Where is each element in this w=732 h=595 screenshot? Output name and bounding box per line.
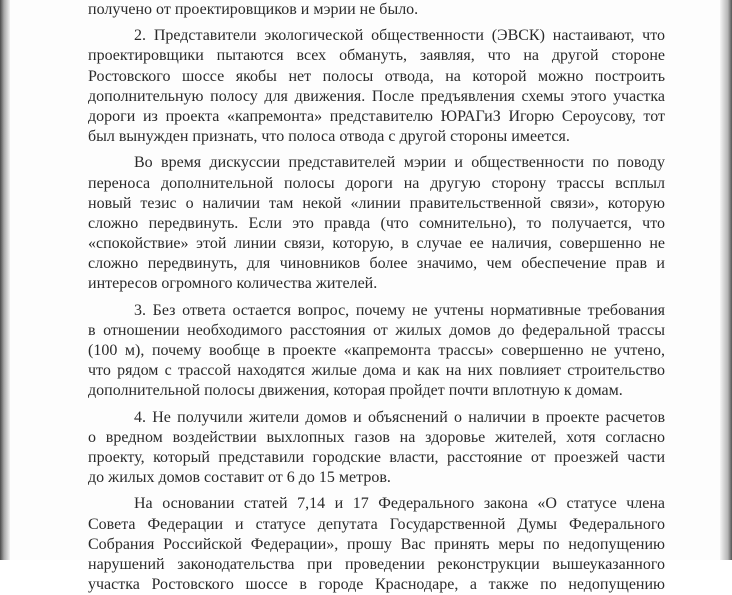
text-line: участка Ростовского шоссе в городе Краснодаре, а также по недопущению: [88, 576, 665, 594]
text-line: новый тезис о наличии там некой «линии правительственной связи», которую: [88, 194, 665, 212]
text-line: что рядом с трассой находятся жилые дома и как на них повлияет строительство: [88, 362, 665, 380]
document-body: [88, 0, 665, 595]
text-line: 3. Без ответа остается вопрос, почему не учтены нормативные требования: [134, 301, 665, 319]
text-line: до жилых домов составит от 6 до 15 метров.: [88, 469, 391, 487]
text-line: проектировщики пытаются всех обмануть, заявляя, что на другой стороне: [88, 47, 665, 65]
text-line: нарушений законодательства при проведении реконструкции вышеуказанного: [88, 555, 665, 573]
scan-shadow-left: [0, 0, 10, 560]
text-line: сложно передвинуть, для чиновников более значимо, чем обеспечение прав и: [88, 255, 665, 273]
text-line: (100 м), почему вообще в проекте «капремонта трассы» совершенно не учтено,: [88, 342, 665, 359]
text-line: На основании статей 7,14 и 17 Федерального закона «О статусе члена: [134, 495, 665, 513]
text-line: о вредном воздействии выхлопных газов на здоровье жителей, хотя согласно: [88, 428, 665, 446]
text-line: дороги из проекта «капремонта» представителю ЮРАГиЗ Игорю Сероусову, тот: [88, 107, 665, 125]
text-line: дополнительную полосу для движения. После предъявления схемы этого участка: [88, 87, 665, 105]
text-line: интересов огромного количества жителей.: [88, 275, 378, 293]
text-line: проекту, который представили городские власти, расстояние от проезжей части: [88, 448, 665, 466]
text-line: Собрания Российской Федерации», прошу Вас принять меры по недопущению: [88, 535, 665, 553]
scan-shadow-right: [720, 0, 732, 560]
text-line: был вынужден признать, что полоса отвода с другой стороны имеется.: [88, 128, 570, 146]
text-line: «спокойствие» этой линии связи, которую, в случае ее наличия, совершенно не: [88, 235, 665, 253]
text-line: 2. Представители экологической общественности (ЭВСК) настаивают, что: [134, 27, 665, 45]
text-line: дополнительной полосы движения, которая пройдет почти вплотную к домам.: [88, 382, 623, 400]
text-line: Во время дискуссии представителей мэрии и общественности по поводу: [134, 154, 665, 172]
text-line: получено от проектировщиков и мэрии не было.: [88, 1, 419, 18]
text-line: сложно передвинуть. Если это правда (что сомнительно), то получается, что: [88, 214, 665, 232]
text-line: Ростовского шоссе якобы нет полосы отвода, на которой можно построить: [88, 67, 665, 85]
text-line: переноса дополнительной полосы дороги на другую сторону трассы всплыл: [88, 174, 665, 192]
text-line: в отношении необходимого расстояния от жилых домов до федеральной трассы: [88, 321, 665, 339]
text-line: 4. Не получили жители домов и объяснений о наличии в проекте расчетов: [134, 408, 665, 426]
text-line: Совета Федерации и статусе депутата Государственной Думы Федерального: [88, 515, 665, 533]
